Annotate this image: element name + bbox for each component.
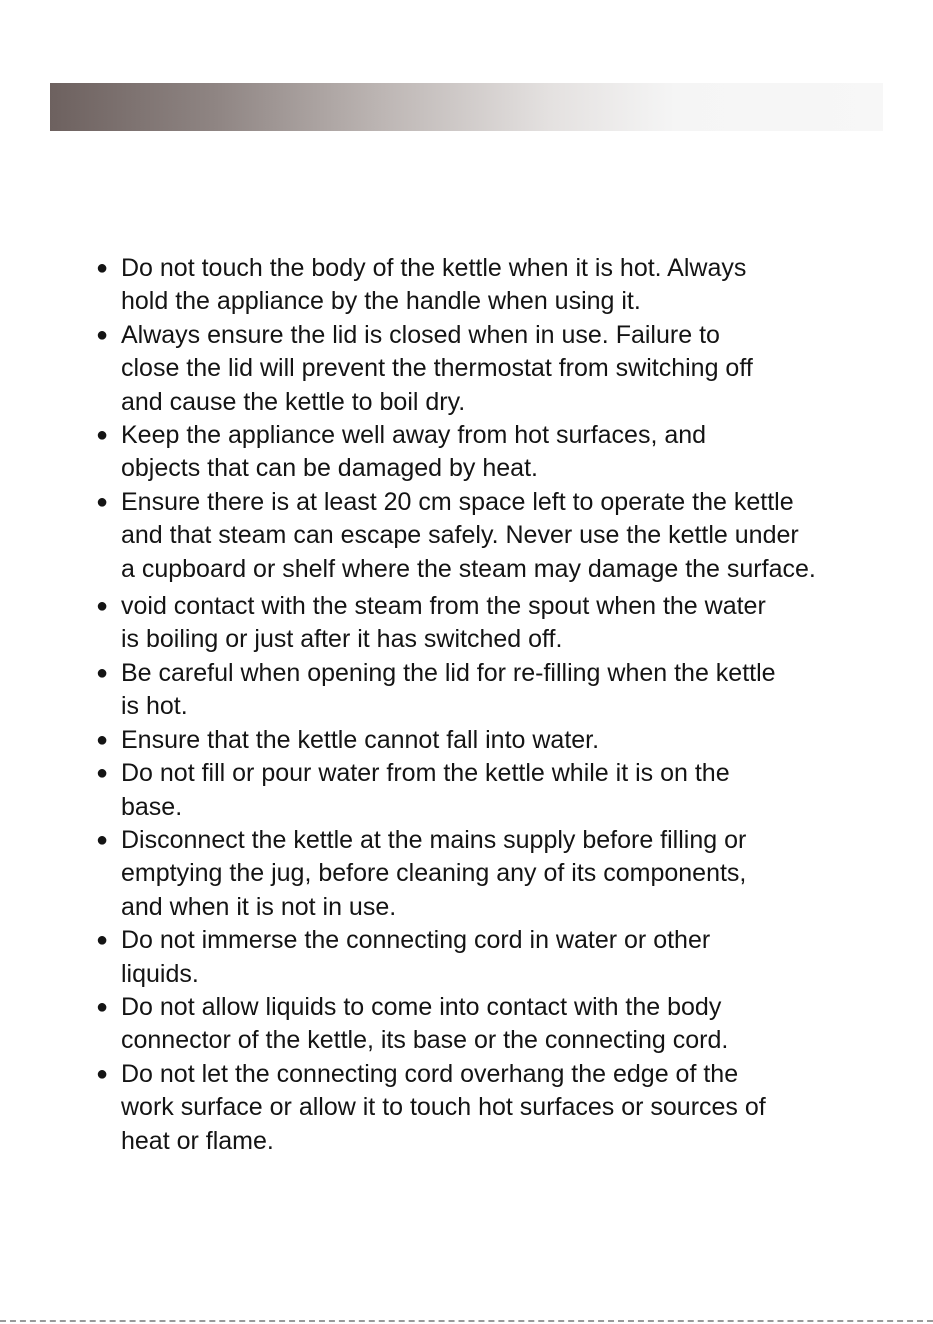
safety-instructions-list — [96, 252, 916, 1158]
bullet-icon: ● — [96, 595, 109, 618]
list-item — [96, 252, 916, 319]
bullet-icon: ● — [96, 728, 109, 751]
list-item-text: Disconnect the kettle at the mains supply before filling or emptying the jug, before cleaning any of its components, and when it is not in use. — [121, 825, 747, 921]
list-item-text: Do not fill or pour water from the kettle while it is on the base. — [121, 759, 730, 821]
list-item-text: Do not let the connecting cord overhang the edge of the work surface or allow it to touch hot surfaces or sources of heat or flame. — [121, 1059, 766, 1155]
bullet-icon: ● — [96, 828, 109, 851]
list-item — [96, 1058, 916, 1158]
bullet-icon: ● — [96, 490, 109, 513]
bullet-icon: ● — [96, 424, 109, 447]
bullet-icon: ● — [96, 762, 109, 785]
bullet-icon: ● — [96, 323, 109, 346]
bullet-icon: ● — [96, 257, 109, 279]
list-item — [96, 486, 916, 586]
list-item — [96, 824, 916, 924]
list-item-text: Do not immerse the connecting cord in water or other liquids. — [121, 926, 711, 988]
list-item — [96, 724, 916, 757]
bullet-icon: ● — [96, 929, 109, 952]
list-item-text: Ensure that the kettle cannot fall into water. — [121, 725, 600, 754]
bullet-icon: ● — [96, 995, 109, 1018]
list-item-text: void contact with the steam from the spout when the water is boiling or just after it has switched off. — [121, 592, 766, 654]
list-item-text: Always ensure the lid is closed when in use. Failure to close the lid will prevent the thermostat from switching off and cause the kettle to boil dry. — [121, 320, 753, 416]
list-item — [96, 757, 916, 824]
section-header-bar — [50, 83, 883, 131]
list-item — [96, 590, 916, 657]
list-item — [96, 991, 916, 1058]
list-item — [96, 319, 916, 419]
list-item-text: Ensure there is at least 20 cm space left to operate the kettle and that steam can escape safely. Never use the kettle under a cupboard or shelf where the steam may damage the surface. — [121, 487, 816, 583]
list-item — [96, 657, 916, 724]
bullet-icon: ● — [96, 1062, 109, 1085]
list-item-text: Be careful when opening the lid for re-filling when the kettle is hot. — [121, 658, 776, 721]
page-bottom-rule — [0, 1320, 933, 1322]
list-item — [96, 924, 916, 991]
list-item-text: Do not allow liquids to come into contact with the body connector of the kettle, its base or the connecting cord. — [121, 992, 729, 1055]
list-item — [96, 419, 916, 486]
list-item-text: Do not touch the body of the kettle when it is hot. Always hold the appliance by the handle when using it. — [121, 254, 747, 316]
bullet-icon: ● — [96, 661, 109, 684]
list-item-text: Keep the appliance well away from hot surfaces, and objects that can be damaged by heat. — [121, 421, 707, 483]
